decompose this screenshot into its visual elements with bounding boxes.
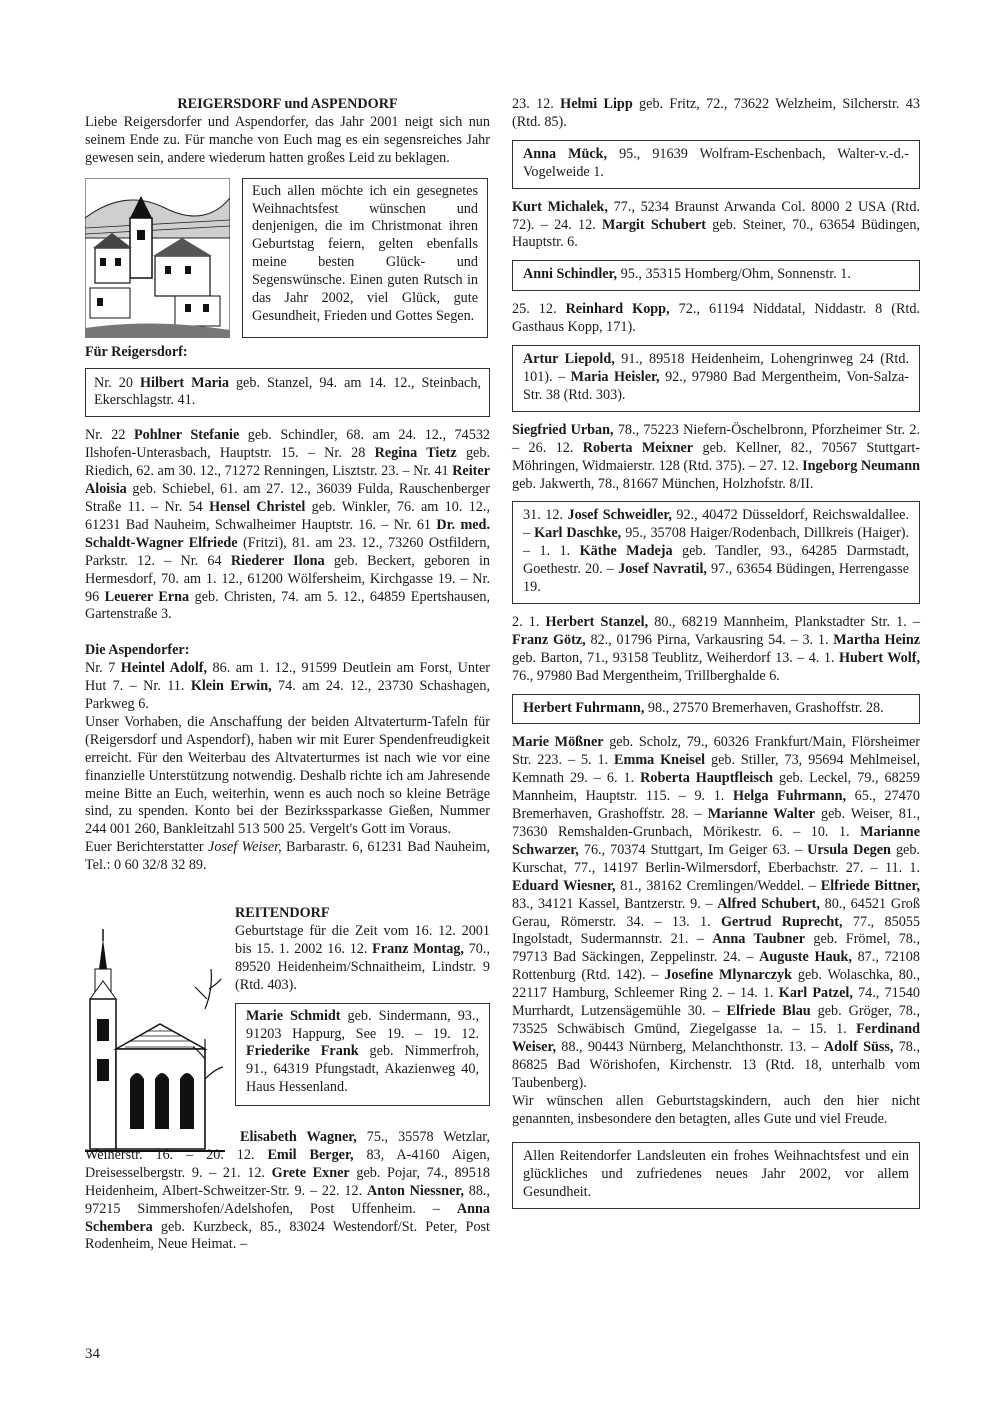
name-run: Ursula Degen [807,841,891,858]
text-run: 76., 70374 Stuttgart, Im Geiger 63. – [578,841,808,858]
text-run: geb. Fritz, 72., 73622 Welzheim, Silcherstr. 43 (Rtd. 85). [512,96,920,130]
text-run: 95., 35708 Haiger/Rodenbach, Dillkreis (Haiger). – 1. 1. [523,525,910,560]
text-run: geb. Tandler, 93., 64285 Darmstadt, Goethestr. 20. – [523,543,909,578]
text-run: 78., 75223 Niefern-Öschelbronn, Pforzheimer Str. 2. – 26. 12. [512,421,920,456]
text-run: 74., 71540 Murrhardt, Lutzensägemühle 30. – [512,985,920,1020]
kopp-entry [512,301,920,337]
name-run: Josefine Mlynarczyk [664,967,793,984]
name-run: Ingeborg Neumann [802,457,920,474]
name-run: Franz Montag, [372,940,464,957]
text-run: 82., 01796 Pirna, Varkausring 54. – 3. 1. [585,631,834,648]
name-run: Hensel Christel [209,498,306,515]
text-run: 31. 12. [523,507,568,524]
name-run: Roberta Meixner [582,439,694,456]
reitendorf-intro [235,923,490,995]
reporter-name: Josef Weiser, [208,839,282,856]
closing-wishes: Wir wünschen allen Geburtstagskindern, auch den hier nicht genannten, insbesondere den betagten, alles Gute und viel Freude. [512,1092,920,1127]
name-run: Maria Heisler, [570,368,660,385]
text-run: geb. Scholz, 79., 60326 Frankfurt/Main, Flörsheimer Str. 223. – 5. 1. [512,734,920,769]
name-run: Martha Heinz [833,631,921,648]
text-run: 70., 89520 Heidenheim/Schnaitheim, Lindstr. 9 (Rtd. 403). [235,940,490,993]
name-run: Herbert Fuhrmann, [523,699,645,716]
text-run: Euer Berichterstatter [85,839,209,856]
name-run: Friederike Frank [246,1043,359,1060]
name-run: Helga Fuhrmann, [732,788,847,805]
name-run: Anna Taubner [712,931,805,948]
right-column [512,96,920,1209]
urban-entry [512,422,920,494]
birthday-box-mueck [512,140,920,189]
text-run: 92., 40472 Düsseldorf, Reichswaldallee. – [523,507,909,542]
name-run: Anna Schembera [85,1200,490,1235]
text-run: geb. Nimmerfroh, 91., 64319 Pfungstadt, Akazienweg 40, Haus Hessenland. [246,1043,480,1096]
text-run: geb. Leckel, 79., 68259 Mannheim, Hauptstr. 115. – 9. 1. [512,770,920,805]
reigersdorf-birthdays-paragraph [85,427,490,624]
lipp-entry [512,96,920,132]
section-heading-reigersdorf: REIGERSDORF und ASPENDORF [177,96,398,112]
name-run: Marie Schmidt [246,1007,341,1024]
moessner-entry [512,734,920,1092]
text-run: Geburtstage für die Zeit vom 16. 12. 2001 bis 15. 1. 2002 16. 12. [235,923,490,957]
name-run: Alfred Schubert, [717,895,820,912]
name-run: Klein Erwin, [190,678,272,695]
text-run: 95., 35315 Homberg/Ohm, Sonnenstr. 1. [617,266,851,283]
name-run: Siegfried Urban, [512,421,614,438]
text-run: geb. Winkler, 76. am 10. 12., 61231 Bad Nauheim, Schwalheimer Hauptstr. 16. – Nr. 61 [85,498,490,533]
greeting-text: Euch allen möchte ich ein gesegnetes Weihnachtsfest wünschen und denjenigen, die im Christmonat ihren Geburtstag feiern, gelten ebenfalls meine besten Glück- und Segenswünsche. Einen guten Rutsch in das Jahr 2002, viel Glück, gute Gesundheit, Frieden und Gottes Segen. [252,182,478,324]
name-run: Karl Patzel, [778,985,853,1002]
text-run: 95., 91639 Wolfram-Eschenbach, Walter-v.-d.-Vogelweide 1. [523,145,909,180]
name-run: Artur Liepold, [523,351,615,368]
text-run: geb. Jakwerth, 78., 81667 München, Holzhofstr. 8/II. [512,475,814,492]
left-column [85,96,490,1254]
text-run: geb. Schiebel, 61. am 27. 12., 36039 Fulda, Rauschenberger Straße 11. – Nr. 54 [85,481,490,515]
name-run: Pohlner Stefanie [134,427,240,444]
text-run: geb. Frömel, 78., 79713 Bad Säckingen, Zeppelinstr. 24. – [512,931,920,966]
text-run: geb. Steiner, 70., 63654 Büdingen, Hauptstr. 6. [512,216,920,251]
text-run: 80., 64521 Groß Gerau, Römerstr. 34. – 13. 1. [512,895,920,930]
name-run: Reinhard Kopp, [565,301,670,318]
text-run: geb. Stanzel, 94. am 14. 12., Steinbach, Ekerschlagstr. 41. [94,374,481,409]
text-run: 87., 72108 Rottenburg (Rtd. 142). – [512,949,920,984]
name-run: Emma Kneisel [614,752,706,769]
name-run: Ferdinand Weiser, [512,1020,920,1055]
name-run: Anton Niessner, [366,1182,464,1199]
text-run: geb. Kurschat, 77., 14197 Berlin-Wilmersdorf, Eberbachstr. 27. – 11. 1. [512,841,920,876]
name-run: Adolf Süss, [823,1038,894,1055]
birthday-box-schindler [512,260,920,291]
text-run: geb. Beckert, geboren in Hermesdorf, 70. am 1. 12., 61200 Wölfersheim, Kirchgasse 19. – Nr. 96 [85,552,490,605]
mueck-entry [523,146,909,182]
signoff-paragraph [85,839,490,875]
subheading-fuer-reigersdorf: Für Reigersdorf: [85,343,188,360]
name-run: Dr. med. Schaldt-Wagner Elfriede [85,516,490,551]
name-run: Leuerer Erna [104,588,190,605]
subheading-aspendorfer: Die Aspendorfer: [85,642,190,659]
name-run: Emil Berger, [267,1146,354,1163]
page-number: 34 [85,1346,100,1362]
birthday-box-schmidt [235,1003,490,1107]
text-run: 76., 97980 Bad Mergentheim, Trillberghalde 6. [512,667,780,684]
text-run: geb. Stiller, 73, 95694 Mehlmeisel, Kemnath 29. – 6. 1. [512,752,921,787]
text-run: 83., 34121 Kassel, Bantzerstr. 9. – [512,895,718,912]
name-run: Elfriede Blau [726,1003,811,1020]
schweidler-entry [523,507,909,597]
stanzel-entry [512,614,920,686]
christmas-greeting-box [512,1142,920,1209]
text-run: 91., 89518 Heidenheim, Lohengrinweg 24 (Rtd. 101). – [523,351,909,385]
name-run: Auguste Hauk, [759,949,852,966]
name-run: Elisabeth Wagner, [240,1129,357,1145]
text-run: 78., 86825 Bad Wörishofen, Kirchenstr. 13 (Rtd. 18, unterhalb vom Taubenberg). [512,1038,920,1091]
text-run: 23. 12. [512,96,561,112]
text-run: 77., 5234 Braunst Arwanda Col. 8000 2 USA (Rtd. 72). – 24. 12. [512,198,920,233]
name-run: Käthe Madeja [579,543,673,560]
text-run: 83, A-4160 Aigen, Dreisesselbergstr. 9. – 21. 12. [85,1146,491,1181]
schindler-entry [523,266,909,284]
text-run: geb. Gröger, 78., 73525 Schwäbisch Gmünd, Ziegelgasse 1a. – 15. 1. [512,1003,920,1037]
text-run: 25. 12. [512,301,566,318]
name-run: Gertrud Ruprecht, [720,913,843,930]
reitendorf-section [85,905,490,1165]
text-run: 2. 1. [512,613,546,630]
birthday-box-liepold [512,345,920,412]
text-run: geb. Barton, 71., 93158 Teublitz, Weiherdorf 13. – 4. 1. [512,649,839,666]
text-run: Nr. 20 [94,374,140,391]
text-run: 88., 90443 Nürnberg, Melanchthonstr. 13. – [556,1038,824,1055]
name-run: Karl Daschke, [534,525,622,542]
text-run: (Fritzi), 81. am 23. 12., 73260 Ostfildern, Parkstr. 12. – Nr. 64 [85,534,490,569]
name-run: Anna Mück, [523,145,608,162]
christmas-greeting-text: Allen Reitendorfer Landsleuten ein frohes Weihnachtsfest und ein glückliches und zufriedenes neues Jahr 2002, vor allem Gesundheit. [523,1148,909,1201]
text-run: 97., 63654 Büdingen, Herrengasse 19. [523,561,909,596]
text-run: geb. Pojar, 74., 89518 Heidenheim, Albert-Schweitzer-Str. 9. – 22. 12. [85,1164,491,1199]
aspendorf-birthdays-paragraph [85,660,490,714]
name-run: Reiter Aloisia [85,463,490,498]
hilbert-entry [94,375,481,411]
schmidt-entry [246,1008,479,1098]
text-run: 80., 68219 Mannheim, Plankstadter Str. 1. – [648,613,921,630]
text-run: 77., 85055 Ingolstadt, Sudermannstr. 21. – [512,913,920,948]
michalek-entry [512,199,920,253]
church-illustration [85,905,225,1165]
birthday-box-schweidler [512,501,920,604]
tower-donation-paragraph: Unser Vorhaben, die Anschaffung der beiden Altvaterturm-Tafeln für (Reigersdorf und Aspendorf), haben wir mit Eurer Spendenfreudigkeit erreicht. Für den Weiterbau des Altvaterturmes ist nach wie vor eine finanzielle Unterstützung notwendig. Deshalb richte ich am Jahresende meine Bitte an Euch, weiterhin, wenn es auch noch so kleine Beträge sind, zu spenden. Konto bei der Bezirkssparkasse Gießen, Nummer 244 001 260, Bankleitzahl 513 500 25. Vergelt's Gott im Voraus. [85,713,490,838]
reitendorf-column [235,905,490,1165]
name-run: Hubert Wolf, [838,649,920,666]
reitendorf-continued-paragraph [85,1129,490,1254]
text-run: 98., 27570 Bremerhaven, Grashoffstr. 28. [644,699,884,716]
text-run: 65., 27470 Bremerhaven, Grashoffstr. 28. – [512,788,920,823]
name-run: Heintel Adolf, [120,660,208,677]
text-run: geb. Kellner, 82., 70567 Stuttgart-Möhringen, Widmaierstr. 128 (Rtd. 375). – 27. 12. [512,439,920,474]
text-run: geb. Schindler, 68. am 24. 12., 74532 Ilshofen-Unterasbach, Hauptstr. 15. – Nr. 28 [85,427,491,462]
text-run: 75., 35578 Wetzlar, Weiherstr. 16. – 20. 12. [85,1129,490,1163]
name-run: Marianne Schwarzer, [512,824,920,858]
name-run: Roberta Hauptfleisch [640,770,774,787]
village-woodcut-image [85,178,230,338]
text-run: geb. Riedich, 62. am 30. 12., 71272 Renningen, Lisztstr. 23. – Nr. 41 [85,445,490,480]
text-run: 88., 97215 Simmershofen/Adelshofen, Post Uffenheim. – [85,1182,491,1217]
text-run: Nr. 22 [85,427,135,444]
text-run: geb. Wolaschka, 80., 22117 Hamburg, Schleemer Ring 2. – 14. 1. [512,967,921,1002]
name-run: Elfriede Bittner, [820,877,920,894]
text-run: 86. am 1. 12., 91599 Deutlein am Forst, Unter Hut 7. – Nr. 11. [85,660,490,695]
name-run: Josef Schweidler, [567,507,672,524]
text-run: Nr. 7 [85,660,121,677]
name-run: Franz Götz, [512,631,586,648]
section-heading-reitendorf: REITENDORF [235,905,330,922]
name-run: Riederer Ilona [230,552,325,569]
text-run: Barbarastr. 6, 61231 Bad Nauheim, Tel.: 0 60 32/8 32 89. [85,839,491,874]
name-run: Eduard Wiesner, [512,877,616,894]
name-run: Kurt Michalek, [512,198,608,215]
text-run: geb. Christen, 74. am 5. 12., 64859 Epertshausen, Gartenstraße 3. [85,588,490,623]
name-run: Helmi Lipp [560,96,633,112]
text-run: 74. am 24. 12., 23730 Schashagen, Parkweg 6. [85,678,490,713]
name-run: Hilbert Maria [139,374,229,391]
birthday-box-hilbert [85,368,490,418]
greeting-row [85,178,490,338]
greeting-box [242,178,488,338]
name-run: Herbert Stanzel, [545,613,649,630]
fuhrmann-entry [523,700,909,718]
text-run: 92., 97980 Bad Mergentheim, Von-Salza-Str. 38 (Rtd. 303). [523,368,909,403]
text-run: geb. Sindermann, 93., 91203 Happurg, See 19. – 19. 12. [246,1007,479,1042]
name-run: Josef Navratil, [618,561,707,578]
text-run: 81., 38162 Cremlingen/Weddel. – [615,877,821,894]
name-run: Marie Mößner [512,734,604,751]
text-run: 72., 61194 Niddatal, Niddastr. 8 (Rtd. Gasthaus Kopp, 171). [512,301,921,336]
name-run: Marianne Walter [707,806,816,823]
name-run: Margit Schubert [602,216,707,233]
intro-paragraph: Liebe Reigersdorfer und Aspendorfer, das Jahr 2001 neigt sich nun seinem Ende zu. Für manche von Euch mag es ein segensreiches Jahr gewesen sein, andere wiederum hatten großes Leid zu beklagen. [85,113,490,166]
text-run: geb. Weiser, 81., 73630 Remshalden-Grunbach, Mörikestr. 6. – 10. 1. [512,806,920,840]
name-run: Grete Exner [271,1164,350,1181]
name-run: Anni Schindler, [523,266,618,283]
text-run: geb. Kurzbeck, 85., 83024 Westendorf/St. Peter, Post Rodenheim, Neue Heimat. – [85,1218,490,1253]
liepold-entry [523,351,909,405]
birthday-box-fuhrmann [512,694,920,725]
name-run: Regina Tietz [374,445,457,462]
